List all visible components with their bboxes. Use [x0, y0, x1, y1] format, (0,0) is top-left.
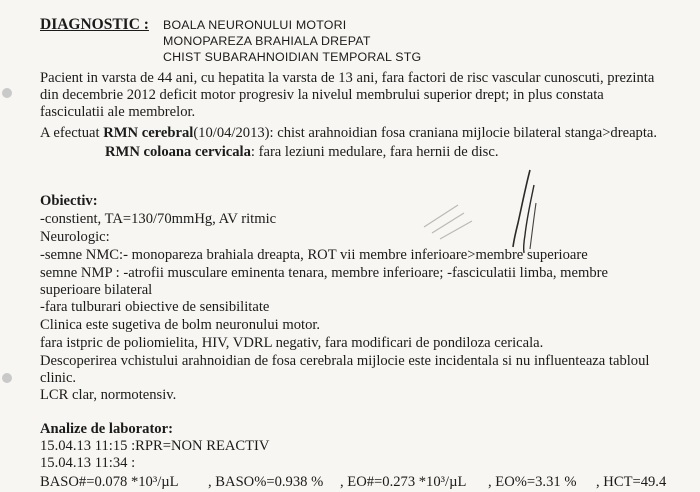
objective-line: clinic.: [40, 370, 77, 386]
diagnostic-item: CHIST SUBARAHNOIDIAN TEMPORAL STG: [163, 50, 422, 64]
lab-value: BASO#=0.078 *10³/µL: [40, 474, 179, 490]
mri-cerebral-text: (10/04/2013): chist arahnoidian fosa craniana mijlocie bilateral stanga>dreapta.: [193, 125, 658, 141]
labs-title: Analize de laborator:: [40, 421, 173, 437]
lab-value: , HCT=49.4: [596, 474, 667, 490]
objective-line: superioare bilateral: [40, 282, 153, 298]
mri-cervical-title: RMN coloana cervicala: [105, 144, 251, 160]
mri-prefix: A efectuat: [40, 125, 104, 141]
mri-cervical-text: : fara leziuni medulare, fara hernii de disc.: [250, 144, 499, 160]
signature-stamp-mark: [418, 165, 558, 260]
objective-line: LCR clar, normotensiv.: [40, 387, 177, 403]
lab-value: , EO#=0.273 *10³/µL: [340, 474, 467, 490]
diagnostic-label: DIAGNOSTIC :: [40, 16, 149, 33]
objective-line: Clinica este sugetiva de bolm neuronului motor.: [40, 317, 321, 333]
objective-line: -fara tulburari obiective de sensibilitate: [40, 299, 270, 315]
history-line: fasciculatii ale membrelor.: [40, 104, 196, 120]
history-line: Pacient in varsta de 44 ani, cu hepatita la varsta de 13 ani, fara factori de risc vascular cunoscuti, prezinta: [40, 70, 655, 86]
labs-line: 15.04.13 11:15 :RPR=NON REACTIV: [40, 438, 270, 454]
history-line: din decembrie 2012 deficit motor progresiv la nivelul membrului superior drept; in plus constata: [40, 87, 604, 103]
mri-cerebral-line: [40, 125, 657, 142]
lab-value: , BASO%=0.938 %: [208, 474, 324, 490]
objective-line: semne NMP : -atrofii musculare eminenta tenara, membre inferioare; -fasciculatii limba, membre: [40, 265, 608, 281]
objective-title: Obiectiv:: [40, 193, 98, 209]
mri-cervical-line: [105, 144, 498, 161]
objective-line: Neurologic:: [40, 229, 110, 245]
objective-line: fara istpric de poliomielita, HIV, VDRL negativ, fara modificari de pondiloza cericala.: [40, 335, 544, 351]
objective-line: Descoperirea vchistului arahnoidian de fosa cerebrala mijlocie este incidentala si nu influenteaza tabloul: [40, 353, 650, 369]
scan-artifact: [2, 373, 12, 383]
lab-value: , EO%=3.31 %: [488, 474, 577, 490]
mri-cerebral-title: RMN cerebral: [103, 125, 194, 141]
scan-artifact: [2, 88, 12, 98]
objective-line: -constient, TA=130/70mmHg, AV ritmic: [40, 211, 277, 227]
diagnostic-item: BOALA NEURONULUI MOTORI: [163, 18, 347, 32]
labs-line: 15.04.13 11:34 :: [40, 455, 136, 471]
objective-line: -semne NMC:- monopareza brahiala dreapta, ROT vii membre inferioare>membre superioare: [40, 247, 588, 263]
diagnostic-item: MONOPAREZA BRAHIALA DREPAT: [163, 34, 371, 48]
